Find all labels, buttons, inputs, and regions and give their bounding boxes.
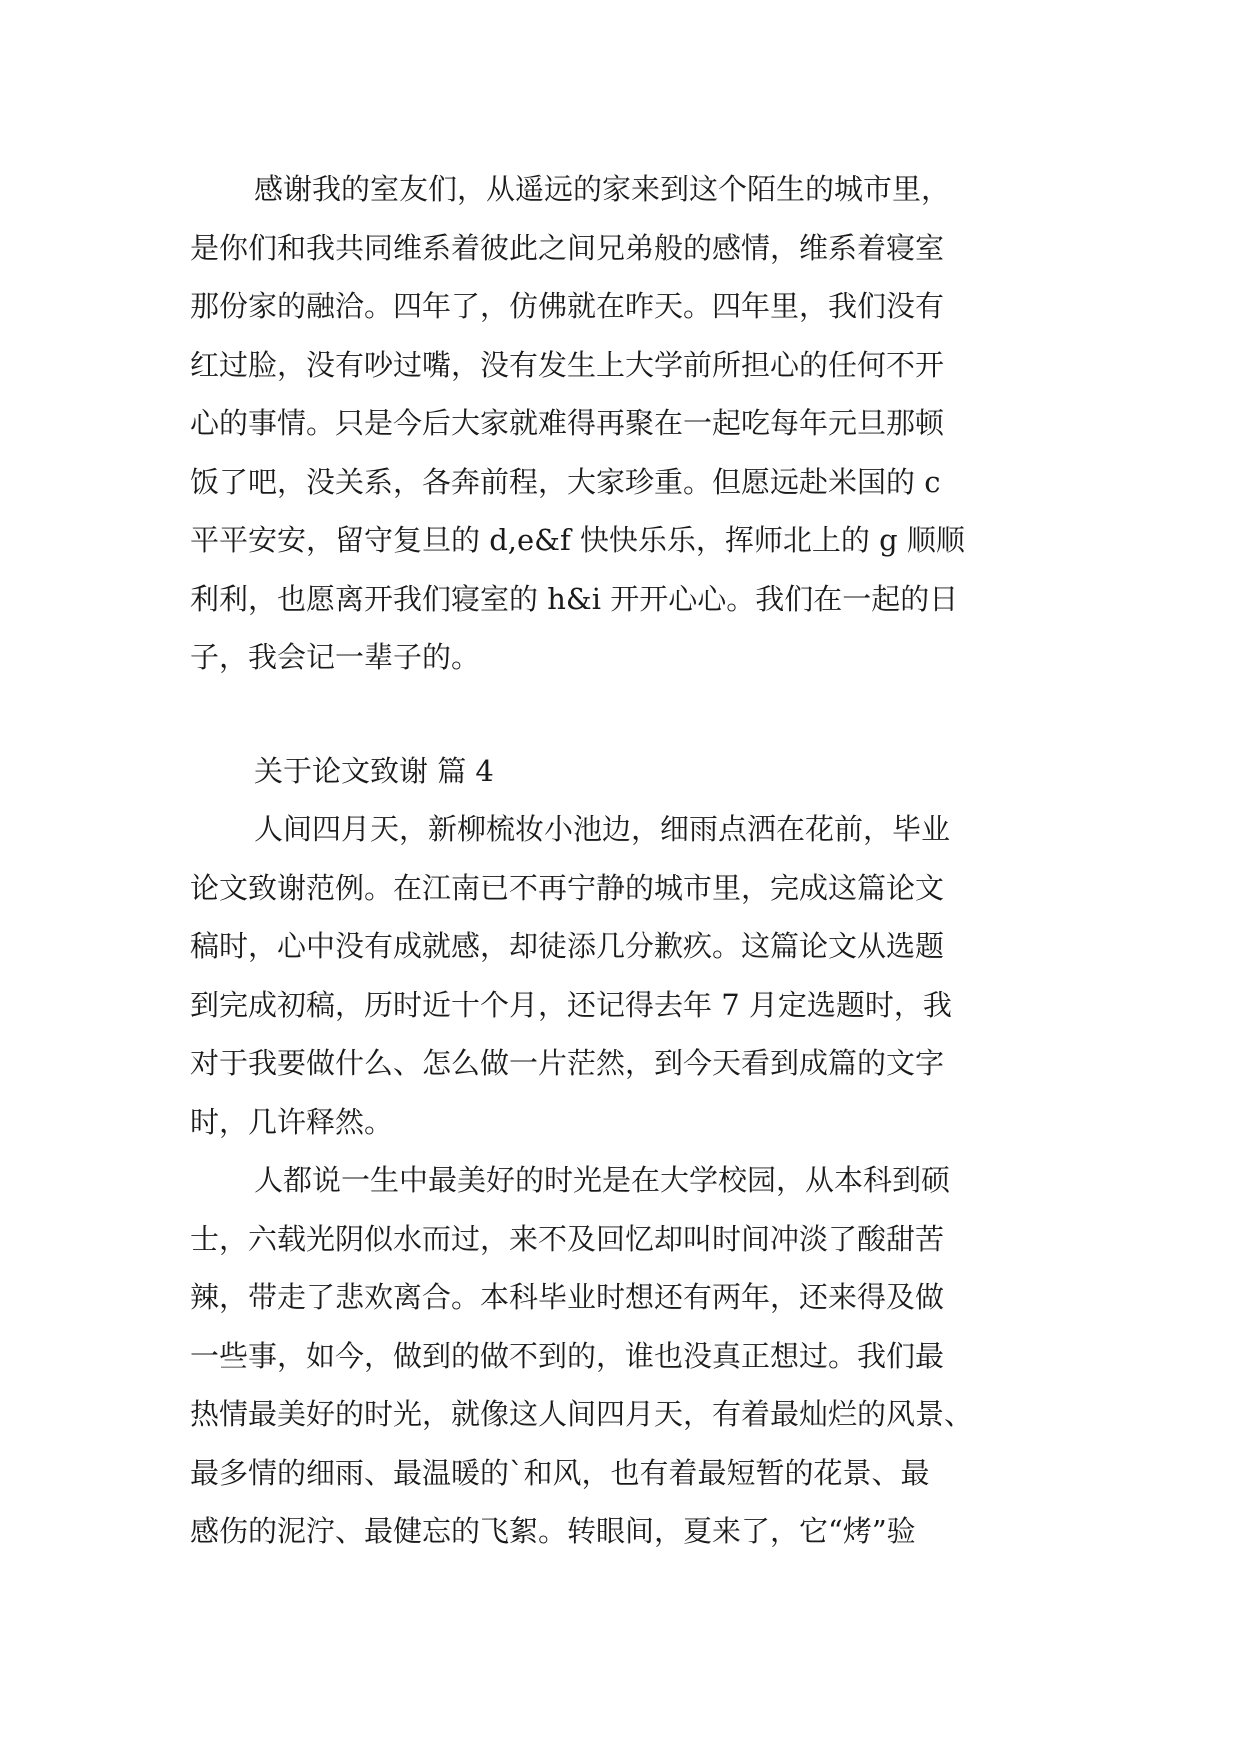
text-line: 对于我要做什么、怎么做一片茫然，到今天看到成篇的文字 xyxy=(190,1046,945,1080)
text-line: 饭了吧，没关系，各奔前程，大家珍重。但愿远赴米国的 c xyxy=(190,464,941,499)
text-line: 最多情的细雨、最温暖的`和风，也有着最短暂的花景、最 xyxy=(190,1455,930,1490)
text-line: 是你们和我共同维系着彼此之间兄弟般的感情，维系着寝室 xyxy=(190,230,945,265)
paragraph-roommates xyxy=(190,160,1060,687)
text-line: 热情最美好的时光，就像这人间四月天，有着最灿烂的风景、 xyxy=(190,1397,974,1431)
section-spacer xyxy=(190,687,1060,742)
text-line: 稿时，心中没有成就感，却徒添几分歉疚。这篇论文从选题 xyxy=(190,929,945,963)
text-line: 到完成初稿，历时近十个月，还记得去年 7 月定选题时，我 xyxy=(190,987,952,1022)
text-line: 平平安安，留守复旦的 d,e&f 快快乐乐，挥师北上的 g 顺顺 xyxy=(190,523,965,557)
document-body xyxy=(190,160,1060,1561)
section-heading: 关于论文致谢 篇 4 xyxy=(254,753,494,788)
text-line: 红过脸，没有吵过嘴，没有发生上大学前所担心的任何不开 xyxy=(190,347,945,382)
text-line: 心的事情。只是今后大家就难得再聚在一起吃每年元旦那顿 xyxy=(190,406,945,440)
text-line: 人间四月天，新柳梳妆小池边，细雨点洒在花前，毕业 xyxy=(254,812,951,846)
text-line: 子，我会记一辈子的。 xyxy=(190,640,481,674)
paragraph-campus xyxy=(190,1151,1060,1561)
text-line: 辣，带走了悲欢离合。本科毕业时想还有两年，还来得及做 xyxy=(190,1280,945,1314)
text-line: 那份家的融洽。四年了，仿佛就在昨天。四年里，我们没有 xyxy=(190,289,945,323)
text-line: 人都说一生中最美好的时光是在大学校园，从本科到硕 xyxy=(254,1163,951,1197)
text-line: 感谢我的室友们，从遥远的家来到这个陌生的城市里， xyxy=(254,172,951,206)
text-line: 时，几许释然。 xyxy=(190,1104,394,1139)
text-line: 感伤的泥泞、最健忘的飞絮。转眼间，夏来了，它“烤”验 xyxy=(190,1514,916,1548)
paragraph-april xyxy=(190,800,1060,1151)
text-line: 论文致谢范例。在江南已不再宁静的城市里，完成这篇论文 xyxy=(190,870,945,905)
text-line: 士，六载光阴似水而过，来不及回忆却叫时间冲淡了酸甜苦 xyxy=(190,1221,945,1256)
text-line: 一些事，如今，做到的做不到的，谁也没真正想过。我们最 xyxy=(190,1338,945,1373)
text-line: 利利，也愿离开我们寝室的 h&i 开开心心。我们在一起的日 xyxy=(190,581,959,616)
